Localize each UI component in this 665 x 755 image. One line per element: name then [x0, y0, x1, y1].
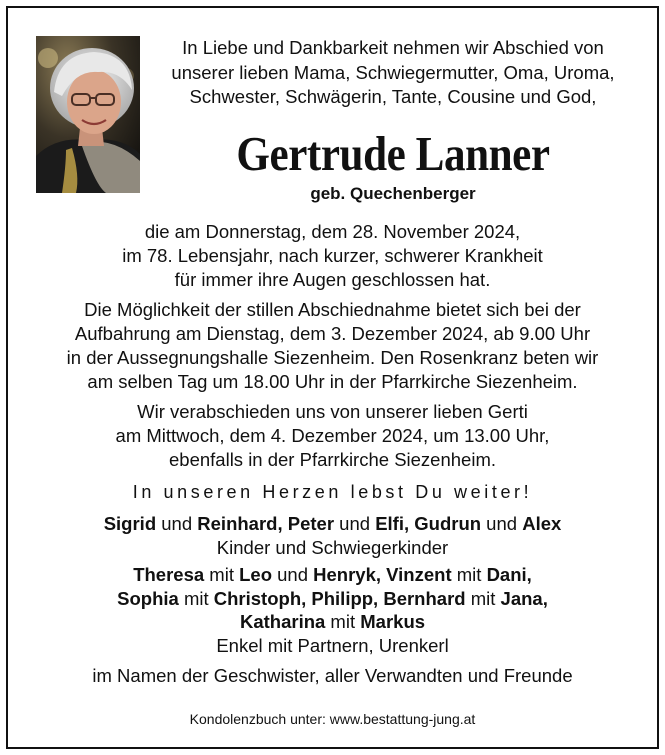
grandchildren-names: [8, 610, 657, 634]
motto: In unseren Herzen lebst Du weiter!: [132, 482, 533, 502]
portrait-photo: [36, 36, 140, 193]
farewell-line: am Mittwoch, dem 4. Dezember 2024, um 13.00 Uhr,: [115, 425, 550, 446]
child-connector: und: [156, 513, 198, 534]
death-notice-line: im 78. Lebensjahr, nach kurzer, schwerer Krankheit: [122, 245, 543, 266]
grandchildren-caption: Enkel mit Partnern, Urenkerl: [216, 634, 449, 656]
grandchild-name: Markus: [360, 611, 426, 632]
condolence-book-link[interactable]: Kondolenzbuch unter: www.bestattung-jung.at: [189, 711, 476, 727]
on-behalf: [8, 664, 657, 688]
grandchild-name: Theresa: [133, 564, 205, 585]
death-notice-line: die am Donnerstag, dem 28. November 2024,: [144, 221, 521, 242]
grandchild-name: Dani,: [486, 564, 532, 585]
farewell-line: Wir verabschieden uns von unserer lieben Gerti: [137, 401, 528, 422]
intro-line: Schwester, Schwägerin, Tante, Cousine und God,: [189, 86, 597, 107]
grandchildren-names: [8, 563, 657, 587]
grandchildren-names: [8, 587, 657, 611]
grandchild-name: Sophia: [117, 587, 179, 609]
grandchild-name: Katharina: [239, 611, 326, 632]
grandchild-connector: und: [272, 564, 314, 585]
intro-line: unserer lieben Mama, Schwiegermutter, Oma, Uroma,: [171, 61, 615, 83]
child-name: Alex: [522, 513, 562, 534]
grandchild-connector: mit: [465, 587, 501, 609]
intro-text: [148, 36, 638, 110]
deceased-name: Gertrude Lanner: [236, 126, 550, 181]
obituary-frame: [6, 6, 659, 749]
farewell-info: [8, 400, 657, 472]
birth-name: geb. Quechenberger: [310, 184, 476, 203]
child-connector: und: [481, 513, 523, 534]
child-connector: und: [334, 513, 376, 534]
children-names: [8, 512, 657, 536]
intro-line: In Liebe und Dankbarkeit nehmen wir Abschied von: [182, 37, 604, 58]
viewing-line: am selben Tag um 18.00 Uhr in der Pfarrkirche Siezenheim.: [87, 371, 578, 392]
viewing-line: Die Möglichkeit der stillen Abschiednahme bietet sich bei der: [84, 299, 581, 320]
grandchildren-block: [8, 563, 657, 657]
death-notice-line: für immer ihre Augen geschlossen hat.: [174, 269, 491, 290]
grandchild-name: Henryk, Vinzent: [313, 564, 452, 585]
child-name: Sigrid: [103, 513, 157, 534]
children-block: [8, 512, 657, 559]
viewing-line: Aufbahrung am Dienstag, dem 3. Dezember 2024, ab 9.00 Uhr: [74, 323, 591, 344]
grandchild-connector: mit: [325, 611, 361, 632]
grandchild-name: Leo: [239, 564, 272, 585]
viewing-line: in der Aussegnungshalle Siezenheim. Den Rosenkranz beten wir: [66, 347, 599, 368]
death-notice: [8, 220, 657, 292]
farewell-line: ebenfalls in der Pfarrkirche Siezenheim.: [169, 449, 496, 470]
grandchild-connector: mit: [178, 587, 214, 609]
grandchild-name: Christoph, Philipp, Bernhard: [213, 587, 466, 609]
child-name: Elfi, Gudrun: [375, 513, 482, 534]
children-caption: Kinder und Schwiegerkinder: [216, 536, 449, 558]
on-behalf-line: im Namen der Geschwister, aller Verwandten und Freunde: [92, 665, 573, 686]
grandchild-name: Jana,: [500, 587, 548, 609]
child-name: Reinhard, Peter: [197, 513, 335, 534]
viewing-info: [8, 298, 657, 394]
grandchild-connector: mit: [451, 564, 487, 585]
grandchild-connector: mit: [204, 564, 240, 585]
